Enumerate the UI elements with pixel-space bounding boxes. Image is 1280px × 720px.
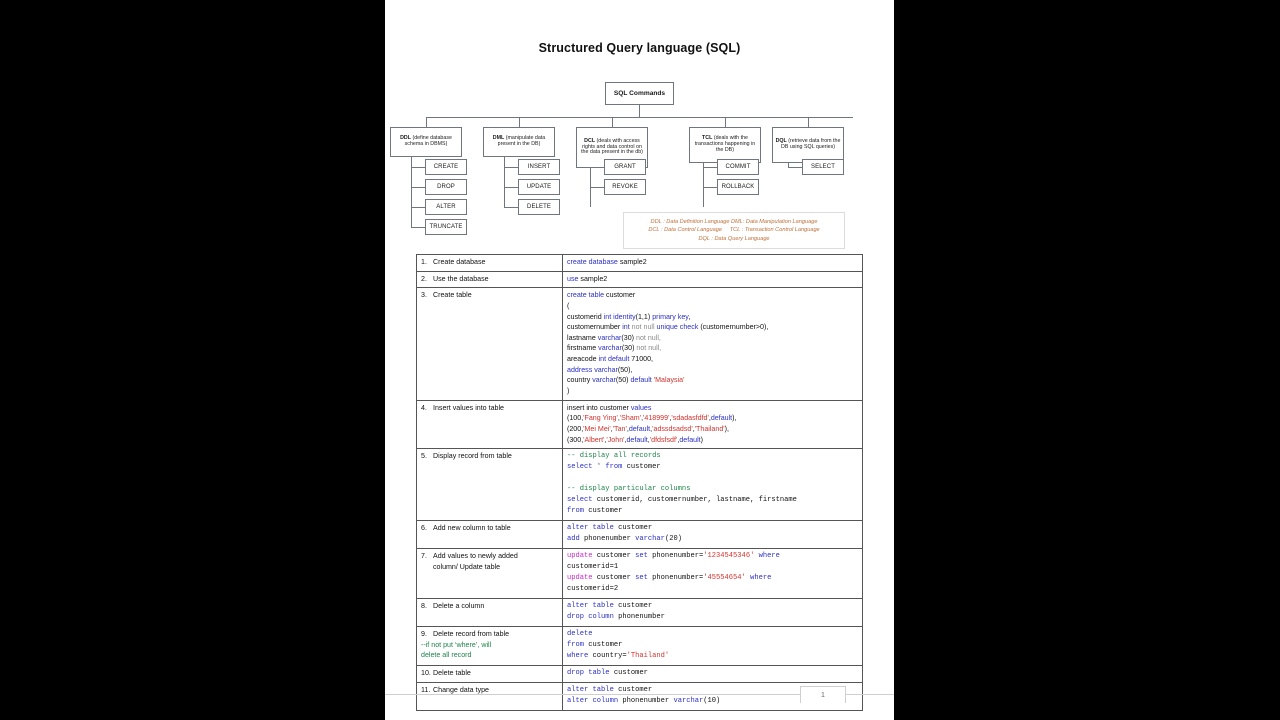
row-sql-cell: create table customer ( customerid int identity(1,1) primary key, customernumber int not null unique check (customernumber>0), lastname varchar(30) not null, firstname varchar(30) not null, areacode int default 71000, address varchar(50), country varchar(50) default 'Malaysia' ) xyxy=(563,288,863,400)
sql-commands-diagram xyxy=(385,64,894,254)
row-sql-cell: alter table customer add phonenumber varchar(20) xyxy=(563,521,863,549)
row-sql-cell: use sample2 xyxy=(563,271,863,288)
connector-ddl-2 xyxy=(411,187,425,188)
sql-reference-table xyxy=(416,254,863,711)
row-label-cell: 3. Create table xyxy=(417,288,563,400)
table-row xyxy=(417,521,863,549)
connector-drop-5 xyxy=(808,117,809,127)
row-label-cell: 9. Delete record from table --if not put ‘where’, will delete all record xyxy=(417,627,563,666)
table-row xyxy=(417,449,863,521)
connector-dml-3 xyxy=(504,207,518,208)
table-row xyxy=(417,288,863,400)
row-sql-cell: alter table customer drop column phonenumber xyxy=(563,599,863,627)
table-row xyxy=(417,599,863,627)
diagram-leaf-update: UPDATE xyxy=(518,179,560,195)
row-sql-cell: alter table customer alter column phonenumber varchar(10) xyxy=(563,682,863,710)
row-label-cell: 1. Create database xyxy=(417,255,563,272)
table-row xyxy=(417,549,863,599)
diagram-leaf-create: CREATE xyxy=(425,159,467,175)
row-sql-cell: drop table customer xyxy=(563,665,863,682)
connector-drop-4 xyxy=(725,117,726,127)
diagram-legend: DDL : Data Definition Language DML: Data Manipulation Language DCL : Data Control Language TCL : Transaction Control Language DQL : Data Query Language xyxy=(623,212,845,249)
document-page xyxy=(385,0,894,720)
connector-dml-2 xyxy=(504,187,518,188)
row-sql-cell: create database sample2 xyxy=(563,255,863,272)
row-label-cell: 5. Display record from table xyxy=(417,449,563,521)
diagram-category-ddl: DDL (define database schema in DBMS) xyxy=(390,127,462,157)
row-label-cell: 6. Add new column to table xyxy=(417,521,563,549)
diagram-leaf-alter: ALTER xyxy=(425,199,467,215)
connector-tcl-spine xyxy=(703,163,704,207)
diagram-leaf-select: SELECT xyxy=(802,159,844,175)
table-row xyxy=(417,682,863,710)
diagram-leaf-drop: DROP xyxy=(425,179,467,195)
page-title: Structured Query language (SQL) xyxy=(538,41,741,55)
diagram-leaf-insert: INSERT xyxy=(518,159,560,175)
connector-ddl-1 xyxy=(411,167,425,168)
connector-drop-1 xyxy=(426,117,427,127)
connector-ddl-3 xyxy=(411,207,425,208)
connector-dcl-1 xyxy=(590,167,604,168)
connector-dcl-2 xyxy=(590,187,604,188)
row-label-cell: 8. Delete a column xyxy=(417,599,563,627)
row-sql-cell: update customer set phonenumber='1234545346' where customerid=1 update customer set phonenumber='45554654' where customerid=2 xyxy=(563,549,863,599)
row-sql-cell: -- display all records select * from customer -- display particular columns select customerid, customernumber, lastname, firstname from customer xyxy=(563,449,863,521)
diagram-category-dcl: DCL (deals with access rights and data control on the data present in the db) xyxy=(576,127,648,168)
connector-tcl-2 xyxy=(703,187,717,188)
table-row xyxy=(417,665,863,682)
connector-drop-2 xyxy=(519,117,520,127)
row-label-cell: 4. Insert values into table xyxy=(417,400,563,449)
row-sql-cell: delete from customer where country='Thailand' xyxy=(563,627,863,666)
diagram-leaf-delete: DELETE xyxy=(518,199,560,215)
row-label-cell: 2. Use the database xyxy=(417,271,563,288)
diagram-category-dml: DML (manipulate data present in the DB) xyxy=(483,127,555,157)
diagram-leaf-commit: COMMIT xyxy=(717,159,759,175)
connector-bus xyxy=(426,117,853,118)
diagram-leaf-revoke: REVOKE xyxy=(604,179,646,195)
diagram-leaf-truncate: TRUNCATE xyxy=(425,219,467,235)
diagram-root-box: SQL Commands xyxy=(605,82,674,105)
table-row xyxy=(417,271,863,288)
diagram-category-tcl: TCL (deals with the transactions happening in the DB) xyxy=(689,127,761,163)
diagram-leaf-grant: GRANT xyxy=(604,159,646,175)
connector-root-stem xyxy=(639,105,640,117)
row-label-cell: 11. Change data type xyxy=(417,682,563,710)
connector-drop-3 xyxy=(612,117,613,127)
row-sql-cell: insert into customer values (100,'Fang Ying','Sham','418999','sdadasfdfd',default), (200,'Mei Mei','Tan',default,'adssdsadsd','Thailand'), (300,'Albert','John',default,'dfdsfsdf',default) xyxy=(563,400,863,449)
table-row xyxy=(417,255,863,272)
connector-dml-spine xyxy=(504,157,505,207)
table-row xyxy=(417,627,863,666)
table-row xyxy=(417,400,863,449)
page-number-tab[interactable]: 1 xyxy=(800,686,846,703)
diagram-leaf-rollback: ROLLBACK xyxy=(717,179,759,195)
row-label-cell: 7. Add values to newly added column/ Update table xyxy=(417,549,563,599)
connector-tcl-1 xyxy=(703,167,717,168)
connector-ddl-4 xyxy=(411,227,425,228)
diagram-category-dql: DQL (retrieve data from the DB using SQL queries) xyxy=(772,127,844,163)
connector-dml-1 xyxy=(504,167,518,168)
row-label-cell: 10. Delete table xyxy=(417,665,563,682)
connector-dql-1 xyxy=(788,167,802,168)
